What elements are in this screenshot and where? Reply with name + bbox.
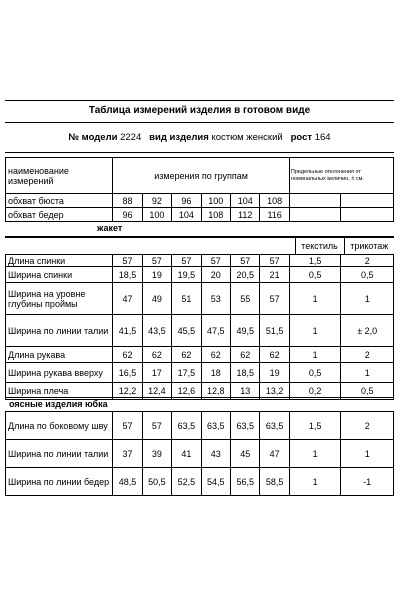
sheet-title: Таблица измерений изделия в готовом виде bbox=[88, 105, 311, 116]
size-value-cell: 41,5 bbox=[113, 315, 142, 347]
row-name-cell: Ширина по линии талии bbox=[6, 440, 113, 468]
size-value-cell: 54,5 bbox=[201, 468, 230, 496]
size-value-cell: 88 bbox=[113, 194, 142, 208]
size-value-cell: 17 bbox=[142, 363, 171, 383]
tolerance-textile-cell: 0,2 bbox=[289, 383, 341, 400]
size-value-cell: 96 bbox=[113, 208, 142, 222]
size-value-cell: 18,5 bbox=[231, 363, 260, 383]
size-value-cell: 100 bbox=[142, 208, 171, 222]
size-value-cell: 45 bbox=[231, 440, 260, 468]
row-name-cell: обхват бюста bbox=[6, 194, 113, 208]
row-name-cell: Ширина по линии бедер bbox=[6, 468, 113, 496]
table-row bbox=[6, 283, 394, 315]
size-value-cell: 57 bbox=[142, 255, 171, 267]
row-name-cell: Длина спинки bbox=[6, 255, 113, 267]
size-value-cell: 12,6 bbox=[172, 383, 201, 400]
size-value-cell: 39 bbox=[142, 440, 171, 468]
tolerance-textile-cell: 1 bbox=[289, 468, 341, 496]
size-value-cell: 56,5 bbox=[231, 468, 260, 496]
jacket-table bbox=[5, 254, 394, 400]
size-value-cell: 57 bbox=[260, 283, 289, 315]
height-label: рост bbox=[290, 132, 313, 143]
row-name-cell: Ширина плеча bbox=[6, 383, 113, 400]
size-value-cell: 20,5 bbox=[231, 267, 260, 283]
type-label: вид изделия bbox=[149, 132, 209, 143]
size-value-cell: 62 bbox=[172, 347, 201, 363]
size-value-cell: 62 bbox=[260, 347, 289, 363]
size-value-cell: 62 bbox=[201, 347, 230, 363]
size-value-cell: 48,5 bbox=[113, 468, 142, 496]
table-row bbox=[6, 468, 394, 496]
size-value-cell: 62 bbox=[113, 347, 142, 363]
size-value-cell: 57 bbox=[260, 255, 289, 267]
table-row bbox=[6, 412, 394, 440]
size-value-cell: 12,4 bbox=[142, 383, 171, 400]
size-value-cell: 18 bbox=[201, 363, 230, 383]
table-row bbox=[6, 347, 394, 363]
size-value-cell: 37 bbox=[113, 440, 142, 468]
size-value-cell: 17,5 bbox=[172, 363, 201, 383]
table-row bbox=[6, 194, 394, 208]
table-row bbox=[6, 440, 394, 468]
skirt-section-label: оясные изделия юбка bbox=[9, 399, 108, 409]
size-value-cell: 108 bbox=[201, 208, 230, 222]
size-value-cell: 18,5 bbox=[113, 267, 142, 283]
jacket-subheader-spacer bbox=[5, 237, 295, 254]
size-value-cell: 116 bbox=[260, 208, 289, 222]
size-value-cell: 52,5 bbox=[172, 468, 201, 496]
tolerance-knit-cell: 1 bbox=[341, 283, 394, 315]
skirt-table bbox=[5, 411, 394, 496]
size-value-cell: 112 bbox=[231, 208, 260, 222]
size-value-cell: 100 bbox=[201, 194, 230, 208]
size-value-cell: 55 bbox=[231, 283, 260, 315]
size-value-cell: 47 bbox=[113, 283, 142, 315]
size-value-cell: 63,5 bbox=[260, 412, 289, 440]
model-info-line bbox=[5, 132, 394, 143]
col-textile-label: текстиль bbox=[295, 237, 344, 254]
tolerance-textile-cell bbox=[289, 194, 341, 208]
header-tolerance-cell: Предельные отклонения от номинальных величин, ± см. bbox=[289, 158, 393, 194]
tolerance-textile-cell bbox=[289, 208, 341, 222]
row-name-cell: Ширина рукава вверху bbox=[6, 363, 113, 383]
size-value-cell: 12,8 bbox=[201, 383, 230, 400]
size-value-cell: 57 bbox=[201, 255, 230, 267]
size-value-cell: 41 bbox=[172, 440, 201, 468]
tolerance-knit-cell: 0,5 bbox=[341, 267, 394, 283]
skirt-top-rule bbox=[5, 397, 394, 398]
size-value-cell: 13 bbox=[231, 383, 260, 400]
size-value-cell: 51 bbox=[172, 283, 201, 315]
jacket-section-label: жакет bbox=[97, 223, 123, 233]
tolerance-textile-cell: 1 bbox=[289, 283, 341, 315]
info-bottom-rule bbox=[5, 152, 394, 153]
size-value-cell: 57 bbox=[113, 255, 142, 267]
table-row bbox=[6, 315, 394, 347]
tolerance-textile-cell: 1 bbox=[289, 315, 341, 347]
size-value-cell: 49 bbox=[142, 283, 171, 315]
header-name-cell: наименование измерений bbox=[6, 158, 113, 194]
size-value-cell: 63,5 bbox=[231, 412, 260, 440]
tolerance-textile-cell: 1 bbox=[289, 440, 341, 468]
size-value-cell: 57 bbox=[231, 255, 260, 267]
height-value: 164 bbox=[314, 132, 331, 143]
size-value-cell: 47 bbox=[260, 440, 289, 468]
size-value-cell: 19 bbox=[260, 363, 289, 383]
tolerance-textile-cell: 1,5 bbox=[289, 255, 341, 267]
size-value-cell: 16,5 bbox=[113, 363, 142, 383]
row-name-cell: Длина по боковому шву bbox=[6, 412, 113, 440]
size-value-cell: 50,5 bbox=[142, 468, 171, 496]
tolerance-knit-cell: 2 bbox=[341, 255, 394, 267]
jacket-subheader bbox=[5, 237, 394, 254]
table-row bbox=[6, 267, 394, 283]
table-row bbox=[6, 363, 394, 383]
base-measurements-table bbox=[5, 193, 394, 222]
tolerance-knit-cell: -1 bbox=[341, 468, 394, 496]
size-value-cell: 63,5 bbox=[201, 412, 230, 440]
size-value-cell: 19 bbox=[142, 267, 171, 283]
model-value: 2224 bbox=[120, 132, 142, 143]
row-name-cell: обхват бедер bbox=[6, 208, 113, 222]
size-value-cell: 20 bbox=[201, 267, 230, 283]
size-value-cell: 57 bbox=[142, 412, 171, 440]
size-value-cell: 47,5 bbox=[201, 315, 230, 347]
size-value-cell: 51,5 bbox=[260, 315, 289, 347]
size-value-cell: 45,5 bbox=[172, 315, 201, 347]
size-value-cell: 21 bbox=[260, 267, 289, 283]
header-table bbox=[5, 157, 394, 194]
size-value-cell: 12,2 bbox=[113, 383, 142, 400]
tolerance-textile-cell: 0,5 bbox=[289, 363, 341, 383]
title-top-rule bbox=[5, 100, 394, 101]
tolerance-knit-cell: 0,5 bbox=[341, 383, 394, 400]
model-label: № модели bbox=[68, 132, 118, 143]
size-value-cell: 104 bbox=[172, 208, 201, 222]
tolerance-knit-cell bbox=[341, 208, 394, 222]
tolerance-textile-cell: 1 bbox=[289, 347, 341, 363]
header-groups-cell: измерения по группам bbox=[113, 158, 290, 194]
size-value-cell: 62 bbox=[142, 347, 171, 363]
row-name-cell: Ширина по линии талии bbox=[6, 315, 113, 347]
row-name-cell: Длина рукава bbox=[6, 347, 113, 363]
tolerance-knit-cell: 1 bbox=[341, 363, 394, 383]
table-row bbox=[6, 208, 394, 222]
size-value-cell: 19,5 bbox=[172, 267, 201, 283]
size-value-cell: 43 bbox=[201, 440, 230, 468]
size-value-cell: 57 bbox=[113, 412, 142, 440]
size-value-cell: 108 bbox=[260, 194, 289, 208]
tolerance-knit-cell: ± 2,0 bbox=[341, 315, 394, 347]
size-value-cell: 57 bbox=[172, 255, 201, 267]
type-value: костюм женский bbox=[211, 132, 283, 143]
tolerance-knit-cell: 2 bbox=[341, 347, 394, 363]
tolerance-knit-cell bbox=[341, 194, 394, 208]
tolerance-knit-cell: 2 bbox=[341, 412, 394, 440]
row-name-cell: Ширина на уровне глубины проймы bbox=[6, 283, 113, 315]
row-name-cell: Ширина спинки bbox=[6, 267, 113, 283]
size-value-cell: 53 bbox=[201, 283, 230, 315]
size-value-cell: 62 bbox=[231, 347, 260, 363]
size-value-cell: 49,5 bbox=[231, 315, 260, 347]
size-value-cell: 43,5 bbox=[142, 315, 171, 347]
size-value-cell: 104 bbox=[231, 194, 260, 208]
col-knit-label: трикотаж bbox=[350, 240, 389, 251]
tolerance-textile-cell: 0,5 bbox=[289, 267, 341, 283]
size-value-cell: 96 bbox=[172, 194, 201, 208]
title-bottom-rule bbox=[5, 122, 394, 123]
size-value-cell: 13,2 bbox=[260, 383, 289, 400]
table-row bbox=[6, 255, 394, 267]
size-value-cell: 58,5 bbox=[260, 468, 289, 496]
tolerance-knit-cell: 1 bbox=[341, 440, 394, 468]
size-value-cell: 63,5 bbox=[172, 412, 201, 440]
tolerance-textile-cell: 1,5 bbox=[289, 412, 341, 440]
size-value-cell: 92 bbox=[142, 194, 171, 208]
